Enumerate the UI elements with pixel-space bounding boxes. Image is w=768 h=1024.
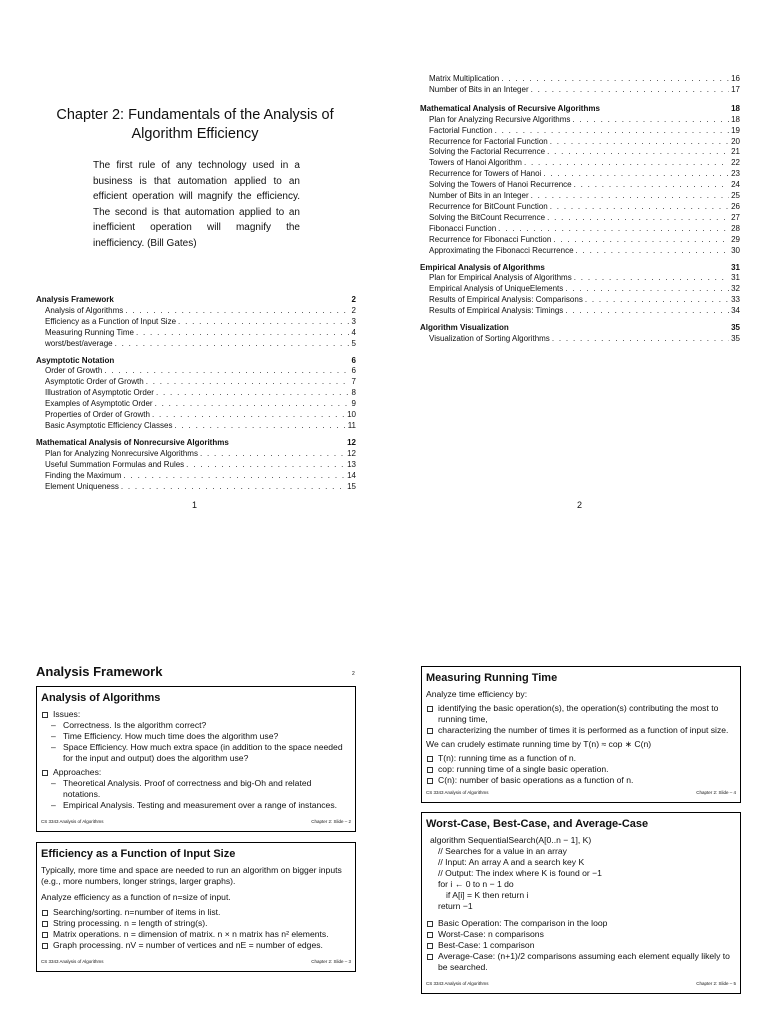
toc-entry[interactable]	[420, 85, 740, 96]
slide-footer: CS 3343 Analysis of Algorithms Chapter 2: Slide – 2	[41, 819, 351, 824]
toc-entry[interactable]	[36, 449, 356, 460]
toc-section-page: 18	[731, 103, 740, 113]
toc-leader-dots	[550, 137, 729, 148]
toc-entry-title: Asymptotic Order of Growth	[45, 377, 144, 387]
toc-entry[interactable]	[420, 158, 740, 169]
list-item: characterizing the number of times it is performed as a function of input size.	[426, 725, 736, 736]
code-line: algorithm SequentialSearch(A[0..n − 1], K)	[430, 835, 592, 845]
toc-entry-page: 16	[731, 74, 740, 83]
toc-entry-title: Basic Asymptotic Efficiency Classes	[45, 420, 173, 430]
toc-section[interactable]	[420, 104, 740, 115]
toc-leader-dots	[501, 74, 729, 85]
sub-item: – Theoretical Analysis. Proof of correctness and big-Oh and related notations.	[41, 778, 351, 800]
toc-entry[interactable]	[420, 213, 740, 224]
toc-entry-page: 2	[351, 305, 356, 315]
code-line: // Searches for a value in an array	[438, 846, 567, 856]
toc-entry-page: 11	[347, 420, 356, 430]
toc-entry-title: Plan for Analyzing Nonrecursive Algorithms	[45, 448, 198, 458]
paragraph: We can crudely estimate running time by T(n) ≈ cop ∗ C(n)	[426, 739, 652, 749]
toc-entry-title: Analysis of Algorithms	[45, 305, 124, 315]
toc-leader-dots	[152, 410, 345, 421]
toc-leader-dots	[572, 115, 729, 126]
toc-entry[interactable]	[420, 284, 740, 295]
toc-leader-dots	[186, 460, 345, 471]
toc-entry[interactable]	[36, 421, 356, 432]
toc-leader-dots	[565, 284, 729, 295]
toc-entry-title: Properties of Order of Growth	[45, 410, 150, 420]
toc-entry-page: 34	[731, 306, 740, 316]
toc-entry-title: Results of Empirical Analysis: Timings	[429, 306, 564, 316]
toc-leader-dots	[585, 295, 729, 306]
toc-entry[interactable]	[420, 202, 740, 213]
epigraph-quote: The first rule of any technology used in a business is that automation applied to an efficient operation will magnify the efficiency. The second is that automation applied to an inefficient operation will magnify the inefficiency. (Bill Gates)	[93, 160, 300, 249]
toc-entry[interactable]	[420, 137, 740, 148]
toc-entry-title: Finding the Maximum	[45, 470, 122, 480]
toc-entry-page: 7	[351, 377, 356, 387]
sub-item: – Space Efficiency. How much extra space (in addition to the space needed for the input and output) does the algorithm use?	[41, 742, 351, 764]
toc-entry-title: Recurrence for Factorial Function	[429, 136, 548, 146]
toc-entry[interactable]	[36, 317, 356, 328]
paragraph: Analyze time efficiency by:	[426, 689, 528, 699]
toc-entry[interactable]	[420, 191, 740, 202]
toc-section-page: 2	[351, 295, 356, 304]
toc-entry-page: 33	[731, 295, 740, 305]
list-item: String processing. n = length of string(s).	[41, 918, 351, 929]
toc-entry-title: Order of Growth	[45, 366, 103, 376]
toc-leader-dots	[547, 147, 729, 158]
toc-entry[interactable]	[420, 224, 740, 235]
toc-entry[interactable]	[36, 460, 356, 471]
list-item: Worst-Case: n comparisons	[426, 929, 736, 940]
toc-entry-title: Factorial Function	[429, 125, 493, 135]
toc-entry[interactable]	[420, 74, 740, 85]
toc-entry-title: Solving the BitCount Recurrence	[429, 212, 546, 222]
toc-entry-title: Fibonacci Function	[429, 223, 497, 233]
toc-entry[interactable]	[420, 246, 740, 257]
page-number: 1	[192, 500, 198, 510]
toc-leader-dots	[156, 388, 350, 399]
toc-entry[interactable]	[36, 399, 356, 410]
toc-entry-page: 35	[731, 333, 740, 343]
toc-entry[interactable]	[420, 126, 740, 137]
toc-leader-dots	[524, 158, 729, 169]
toc-leader-dots	[543, 169, 729, 180]
code-line: // Input: An array A and a search key K	[438, 857, 585, 867]
slide-number: 2	[352, 671, 355, 677]
toc-entry-page: 29	[731, 234, 740, 244]
code-line: for i ← 0 to n − 1 do	[438, 879, 514, 889]
toc-entry-page: 28	[731, 223, 740, 233]
slide-title: Analysis of Algorithms	[41, 692, 161, 704]
page-number: 2	[577, 500, 583, 510]
toc-entry-title: Recurrence for Towers of Hanoi	[429, 169, 542, 179]
slide-footer: CS 3343 Analysis of Algorithms Chapter 2: Slide – 5	[426, 981, 736, 986]
toc-entry[interactable]	[420, 169, 740, 180]
list-item: Matrix operations. n = dimension of matrix. n × n matrix has n² elements.	[41, 929, 351, 940]
toc-entry-page: 24	[731, 180, 740, 190]
toc-entry-page: 13	[347, 459, 356, 469]
sub-item: – Time Efficiency. How much time does the algorithm use?	[41, 731, 351, 742]
toc-entry[interactable]	[36, 366, 356, 377]
toc-section-title: Algorithm Visualization	[420, 323, 509, 333]
toc-entry[interactable]	[420, 180, 740, 191]
toc-entry[interactable]	[36, 306, 356, 317]
toc-leader-dots	[121, 482, 345, 493]
section-heading: Analysis Framework	[36, 664, 163, 679]
list-item: Graph processing. nV = number of vertices and nE = number of edges.	[41, 940, 351, 951]
toc-entry[interactable]	[420, 295, 740, 306]
toc-leader-dots	[146, 377, 350, 388]
toc-entry-title: Solving the Factorial Recurrence	[429, 147, 546, 157]
toc-entry[interactable]	[420, 334, 740, 345]
toc-section[interactable]	[36, 438, 356, 449]
slide-title: Efficiency as a Function of Input Size	[41, 848, 236, 860]
pseudocode-block	[426, 835, 736, 912]
toc-entry-page: 4	[351, 327, 356, 337]
toc-section-page: 12	[347, 437, 356, 447]
toc-leader-dots	[104, 366, 349, 377]
toc-entry-title: Measuring Running Time	[45, 327, 134, 337]
chapter-title: Chapter 2: Fundamentals of the Analysis of Algorithm Efficiency	[56, 107, 334, 142]
toc-section[interactable]	[420, 323, 740, 334]
toc-leader-dots	[174, 421, 345, 432]
toc-entry-title: Visualization of Sorting Algorithms	[429, 333, 550, 343]
toc-entry-page: 30	[731, 245, 740, 255]
toc-section-page: 6	[351, 355, 356, 365]
toc-entry[interactable]	[36, 482, 356, 493]
toc-section-page: 31	[731, 262, 740, 272]
toc-leader-dots	[136, 328, 350, 339]
slide-title: Worst-Case, Best-Case, and Average-Case	[426, 818, 649, 830]
code-line: // Output: The index where K is found or −1	[438, 868, 602, 878]
toc-entry-page: 6	[351, 366, 356, 376]
toc-section-page: 35	[731, 323, 740, 333]
toc-entry-page: 23	[731, 169, 740, 179]
toc-leader-dots	[565, 306, 729, 317]
toc-entry-page: 19	[731, 125, 740, 135]
code-line: if A[i] = K then return i	[446, 890, 529, 900]
toc-entry-page: 31	[731, 273, 740, 283]
toc-leader-dots	[123, 471, 345, 482]
list-item: T(n): running time as a function of n.	[426, 753, 736, 764]
toc-entry-page: 22	[731, 158, 740, 168]
toc-entry-title: Results of Empirical Analysis: Comparisons	[429, 295, 583, 305]
paragraph: Typically, more time and space are needed to run an algorithm on bigger inputs (e.g., more numbers, longer strings, larger graphs).	[41, 865, 342, 886]
toc-entry-title: Number of Bits in an Integer	[429, 191, 529, 201]
toc-entry-page: 20	[731, 136, 740, 146]
toc-entry-page: 32	[731, 284, 740, 294]
toc-section-title: Asymptotic Notation	[36, 355, 115, 365]
toc-entry[interactable]	[36, 388, 356, 399]
list-item: Best-Case: 1 comparison	[426, 940, 736, 951]
toc-entry-page: 8	[351, 388, 356, 398]
toc-entry-page: 10	[347, 410, 356, 420]
toc-leader-dots	[115, 339, 350, 350]
toc-leader-dots	[552, 334, 729, 345]
toc-entry-title: Empirical Analysis of UniqueElements	[429, 284, 564, 294]
toc-entry-page: 25	[731, 191, 740, 201]
toc-leader-dots	[178, 317, 350, 328]
sub-item: – Correctness. Is the algorithm correct?	[41, 720, 351, 731]
toc-entry[interactable]	[420, 306, 740, 317]
toc-entry-page: 15	[347, 481, 356, 491]
toc-entry-title: Efficiency as a Function of Input Size	[45, 316, 177, 326]
slide-title: Measuring Running Time	[426, 672, 558, 684]
toc-leader-dots	[574, 273, 729, 284]
list-item: Searching/sorting. n=number of items in list.	[41, 907, 351, 918]
toc-entry-title: Towers of Hanoi Algorithm	[429, 158, 522, 168]
toc-leader-dots	[550, 202, 729, 213]
toc-section[interactable]	[36, 295, 356, 306]
toc-section-title: Empirical Analysis of Algorithms	[420, 262, 545, 272]
code-line: return −1	[438, 901, 473, 911]
list-item: cop: running time of a single basic operation.	[426, 764, 736, 775]
slide-footer: CS 3343 Analysis of Algorithms Chapter 2: Slide – 3	[41, 959, 351, 964]
toc-entry-page: 26	[731, 201, 740, 211]
toc-leader-dots	[547, 213, 729, 224]
toc-entry-title: Element Uniqueness	[45, 481, 119, 491]
toc-entry-page: 18	[731, 114, 740, 124]
toc-entry-page: 9	[351, 399, 356, 409]
toc-entry-page: 17	[731, 84, 740, 94]
toc-section[interactable]	[420, 263, 740, 274]
toc-entry-title: Illustration of Asymptotic Order	[45, 388, 154, 398]
toc-entry[interactable]	[420, 235, 740, 246]
toc-leader-dots	[200, 449, 345, 460]
toc-leader-dots	[574, 180, 730, 191]
toc-leader-dots	[531, 85, 729, 96]
toc-entry-page: 3	[351, 316, 356, 326]
spacer	[420, 96, 740, 98]
toc-entry-page: 14	[347, 470, 356, 480]
list-item: Approaches:	[41, 767, 351, 778]
toc-entry-title: Number of Bits in an Integer	[429, 84, 529, 94]
toc-leader-dots	[498, 224, 729, 235]
toc-entry[interactable]	[36, 328, 356, 339]
paragraph: Analyze efficiency as a function of n=size of input.	[41, 892, 231, 902]
toc-leader-dots	[155, 399, 350, 410]
sub-item: – Empirical Analysis. Testing and measurement over a range of instances.	[41, 800, 351, 811]
slide-analysis-of-algorithms	[36, 686, 356, 832]
toc-section-title: Mathematical Analysis of Recursive Algorithms	[420, 103, 600, 113]
list-item: identifying the basic operation(s), the operation(s) contributing the most to running time,	[426, 703, 736, 725]
slide-worst-best-average-case	[421, 812, 741, 994]
toc-entry-page: 21	[731, 147, 740, 157]
toc-entry-title: Plan for Empirical Analysis of Algorithms	[429, 273, 572, 283]
toc-leader-dots	[125, 306, 349, 317]
list-item: Average-Case: (n+1)/2 comparisons assuming each element equally likely to be searched.	[426, 951, 736, 973]
toc-leader-dots	[576, 246, 730, 257]
toc-entry-page: 27	[731, 212, 740, 222]
toc-section-title: Analysis Framework	[36, 295, 114, 304]
toc-entry[interactable]	[36, 471, 356, 482]
toc-entry[interactable]	[36, 410, 356, 421]
slide-efficiency-input-size	[36, 842, 356, 972]
toc-entry-title: worst/best/average	[45, 338, 113, 348]
toc-entry-page: 12	[347, 448, 356, 458]
slide-measuring-running-time	[421, 666, 741, 803]
toc-entry[interactable]	[420, 115, 740, 126]
list-item: C(n): number of basic operations as a function of n.	[426, 775, 736, 786]
toc-entry[interactable]	[420, 147, 740, 158]
toc-entry-page: 5	[351, 338, 356, 348]
toc-entry-title: Useful Summation Formulas and Rules	[45, 459, 185, 469]
toc-entry[interactable]	[420, 273, 740, 284]
toc-entry-title: Plan for Analyzing Recursive Algorithms	[429, 114, 571, 124]
toc-entry-title: Examples of Asymptotic Order	[45, 399, 153, 409]
toc-entry-title: Matrix Multiplication	[429, 74, 500, 83]
toc-entry-title: Recurrence for Fibonacci Function	[429, 234, 552, 244]
slide-footer: CS 3343 Analysis of Algorithms Chapter 2: Slide – 4	[426, 790, 736, 795]
toc-section-title: Mathematical Analysis of Nonrecursive Algorithms	[36, 437, 229, 447]
toc-section[interactable]	[36, 356, 356, 367]
table-of-contents-page2	[420, 74, 740, 345]
toc-leader-dots	[495, 126, 730, 137]
table-of-contents-page1	[36, 295, 356, 492]
toc-entry-title: Recurrence for BitCount Function	[429, 201, 548, 211]
toc-entry[interactable]	[36, 377, 356, 388]
list-item: Issues:	[41, 709, 351, 720]
toc-entry-title: Solving the Towers of Hanoi Recurrence	[429, 180, 572, 190]
toc-entry-title: Approximating the Fibonacci Recurrence	[429, 245, 574, 255]
toc-entry[interactable]	[36, 339, 356, 350]
list-item: Basic Operation: The comparison in the loop	[426, 918, 736, 929]
toc-leader-dots	[531, 191, 729, 202]
toc-leader-dots	[553, 235, 729, 246]
